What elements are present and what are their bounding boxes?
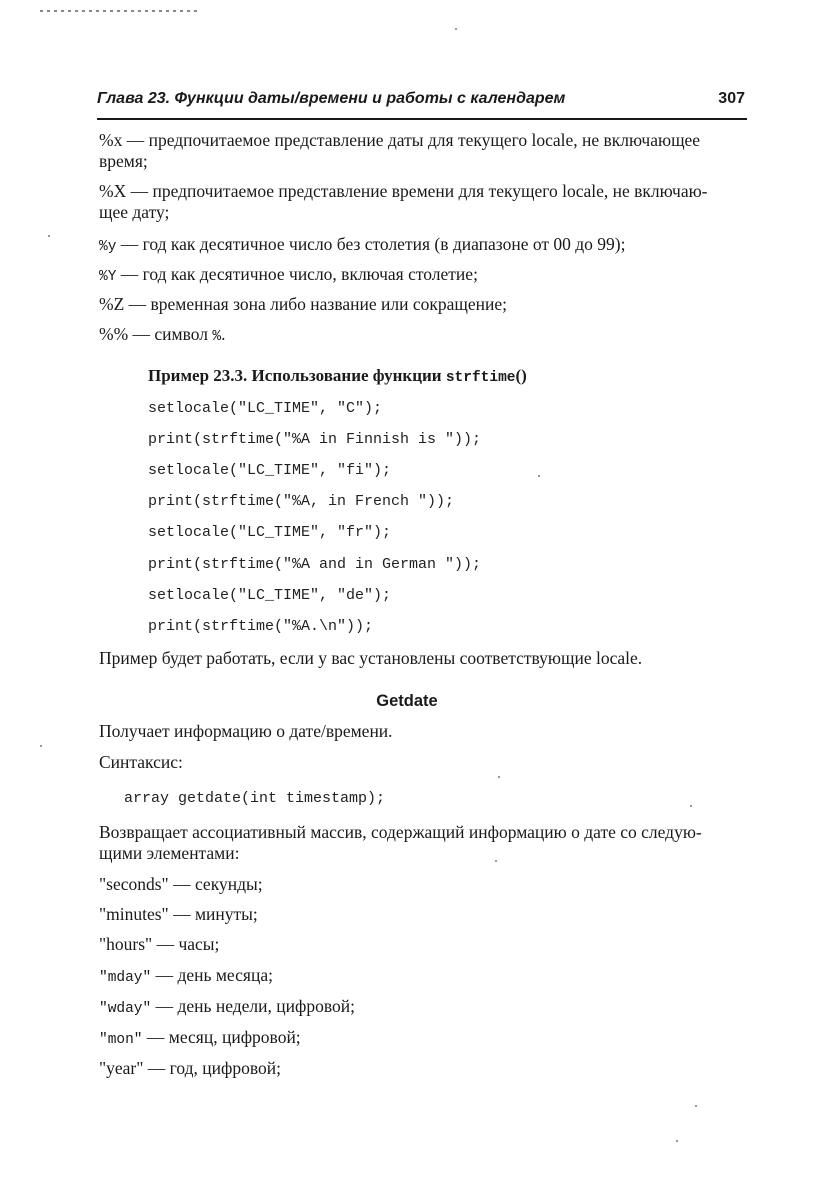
returns-description [99,822,754,864]
returns-line2: щими элементами: [99,843,240,863]
element-mon [99,1027,754,1051]
caption-function: strftime [445,370,516,386]
page-header [97,88,747,120]
element-desc: — минуты; [168,904,258,924]
scan-speck [695,1105,697,1107]
scan-speck [538,475,540,477]
returns-line1: Возвращает ассоциативный массив, содержащий информацию о дате со следую- [99,822,702,842]
code-line: print(strftime("%A and in German ")); [148,556,482,573]
element-desc: — секунды; [168,874,263,894]
element-year [99,1058,754,1079]
element-key: "hours" [99,934,153,954]
caption-suffix: () [515,366,527,385]
item-text: — предпочитаемое представление времени для текущего locale, не включаю- [126,181,708,201]
element-desc: — день месяца; [151,965,273,985]
item-code: %X [99,181,127,201]
element-mday [99,965,754,989]
item-y-lower [99,234,754,258]
element-wday [99,996,754,1020]
element-desc: — год, цифровой; [143,1058,281,1078]
element-key: "mday" [99,970,152,986]
item-code: %% [99,324,129,344]
element-desc: — день недели, цифровой; [151,996,355,1016]
chapter-title: Глава 23. Функции даты/времени и работы с календарем [97,90,566,107]
page-number: 307 [718,90,745,107]
scan-artifact-line [40,10,200,12]
element-key: "year" [99,1058,144,1078]
scan-speck [455,28,457,30]
item-y-upper [99,264,754,288]
getdate-description: Получает информацию о дате/времени. [99,721,393,741]
scan-speck [40,745,42,747]
item-x-lower [99,130,754,172]
code-line: setlocale("LC_TIME", "fr"); [148,524,392,541]
item-z-upper [99,294,754,315]
code-line: setlocale("LC_TIME", "fi"); [148,462,392,479]
element-key: "mon" [99,1032,143,1048]
code-line: print(strftime("%A.\n")); [148,618,374,635]
item-code: %x [99,130,123,150]
item-percent [99,324,754,348]
item-x-upper [99,181,754,223]
item-text: — год как десятичное число, включая столетие; [116,264,478,284]
item-text: — символ [128,324,213,344]
item-code: %Y [99,269,117,285]
item-text: — год как десятичное число без столетия (в диапазоне от 00 до 99); [116,234,626,254]
element-hours [99,934,754,955]
scan-speck [690,805,692,807]
code-line: print(strftime("%A in Finnish is ")); [148,431,482,448]
syntax-label: Синтаксис: [99,752,183,772]
section-title: Getdate [376,692,438,710]
syntax-code: array getdate(int timestamp); [124,790,386,807]
element-seconds [99,874,754,895]
caption-prefix: Пример 23.3. Использование функции [148,366,446,385]
element-key: "minutes" [99,904,169,924]
code-line: setlocale("LC_TIME", "C"); [148,400,383,417]
item-text: — предпочитаемое представление даты для текущего locale, не включающее [122,130,701,150]
element-key: "wday" [99,1001,152,1017]
scan-speck [676,1140,678,1142]
example-note: Пример будет работать, если у вас установлены соответствующие locale. [99,648,643,668]
element-desc: — часы; [152,934,220,954]
item-text-cont: щее дату; [99,202,170,222]
item-code: %Z [99,294,125,314]
code-line: setlocale("LC_TIME", "de"); [148,587,392,604]
element-minutes [99,904,754,925]
scan-speck [498,776,500,778]
scan-speck [48,235,50,237]
item-text-cont: время; [99,151,148,171]
item-text: — временная зона либо название или сокращение; [124,294,507,314]
item-code-inline: % [212,329,222,345]
element-key: "seconds" [99,874,169,894]
item-code: %y [99,239,117,255]
example-caption [148,366,527,386]
element-desc: — месяц, цифровой; [142,1027,301,1047]
item-tail: . [221,324,226,344]
code-line: print(strftime("%A, in French ")); [148,493,455,510]
scan-speck [495,860,497,862]
